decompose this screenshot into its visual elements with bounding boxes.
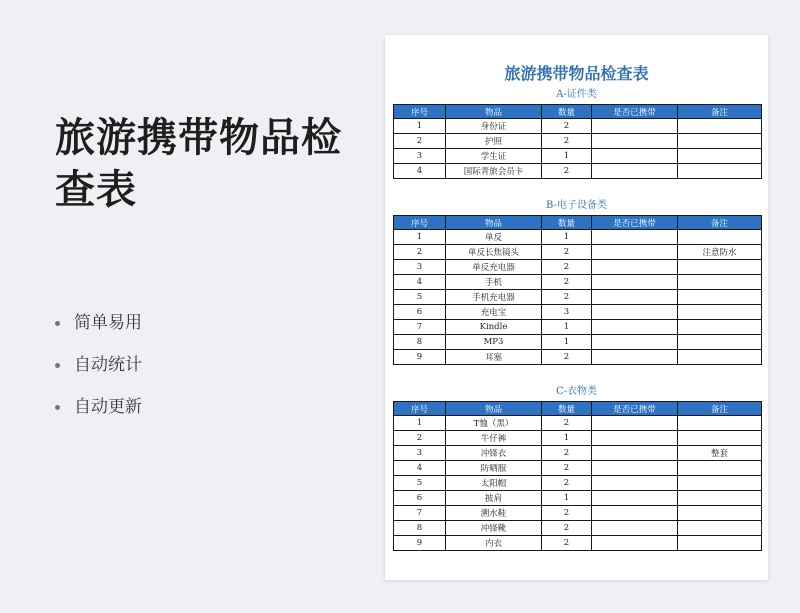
cell-note bbox=[678, 290, 762, 305]
column-header: 是否已携带 bbox=[592, 216, 678, 230]
feature-label: 自动统计 bbox=[74, 355, 142, 375]
cell-quantity: 2 bbox=[542, 446, 592, 461]
cell-quantity: 1 bbox=[542, 491, 592, 506]
cell-carried bbox=[592, 320, 678, 335]
cell-index: 4 bbox=[394, 461, 446, 476]
table-row bbox=[394, 275, 762, 290]
table-row bbox=[394, 491, 762, 506]
cell-item: 溯水鞋 bbox=[446, 506, 542, 521]
table-row bbox=[394, 230, 762, 245]
cell-carried bbox=[592, 275, 678, 290]
cell-note bbox=[678, 476, 762, 491]
cell-note bbox=[678, 119, 762, 134]
cell-quantity: 2 bbox=[542, 164, 592, 179]
cell-item: 牛仔裤 bbox=[446, 431, 542, 446]
column-header: 备注 bbox=[678, 105, 762, 119]
cell-carried bbox=[592, 305, 678, 320]
column-header: 备注 bbox=[678, 216, 762, 230]
cell-quantity: 1 bbox=[542, 230, 592, 245]
column-header: 数量 bbox=[542, 105, 592, 119]
cell-note bbox=[678, 275, 762, 290]
cell-index: 4 bbox=[394, 275, 446, 290]
cell-carried bbox=[592, 461, 678, 476]
cell-note bbox=[678, 491, 762, 506]
cell-quantity: 2 bbox=[542, 245, 592, 260]
cell-note bbox=[678, 416, 762, 431]
cell-item: Kindle bbox=[446, 320, 542, 335]
cell-carried bbox=[592, 476, 678, 491]
table-row bbox=[394, 350, 762, 365]
table-row bbox=[394, 320, 762, 335]
cell-index: 4 bbox=[394, 164, 446, 179]
table-row bbox=[394, 290, 762, 305]
cell-note bbox=[678, 506, 762, 521]
cell-note bbox=[678, 305, 762, 320]
bullet-icon bbox=[55, 363, 60, 368]
cell-quantity: 2 bbox=[542, 506, 592, 521]
cell-note bbox=[678, 536, 762, 551]
bullet-icon bbox=[55, 405, 60, 410]
section-title: A-证件类 bbox=[556, 89, 597, 100]
cell-carried bbox=[592, 260, 678, 275]
sheet-title: 旅游携带物品检查表 bbox=[504, 64, 649, 83]
section-table bbox=[393, 104, 762, 179]
table-row bbox=[394, 476, 762, 491]
feature-item bbox=[55, 354, 142, 396]
promo-title: 旅游携带物品检查表 bbox=[55, 115, 342, 213]
section-title: C-衣物类 bbox=[555, 386, 598, 397]
cell-item: 单反充电器 bbox=[446, 260, 542, 275]
bullet-icon bbox=[55, 321, 60, 326]
cell-note bbox=[678, 461, 762, 476]
cell-carried bbox=[592, 245, 678, 260]
cell-quantity: 1 bbox=[542, 335, 592, 350]
cell-item: 手机充电器 bbox=[446, 290, 542, 305]
table-row bbox=[394, 431, 762, 446]
cell-note bbox=[678, 521, 762, 536]
column-header: 数量 bbox=[542, 402, 592, 416]
cell-carried bbox=[592, 521, 678, 536]
feature-label: 简单易用 bbox=[74, 313, 142, 333]
cell-item: 防晒服 bbox=[446, 461, 542, 476]
table-row bbox=[394, 446, 762, 461]
cell-index: 6 bbox=[394, 491, 446, 506]
cell-quantity: 2 bbox=[542, 119, 592, 134]
checklist-sheet bbox=[385, 35, 768, 580]
cell-item: 身份证 bbox=[446, 119, 542, 134]
column-header: 物品 bbox=[446, 402, 542, 416]
cell-note: 注意防水 bbox=[678, 245, 762, 260]
column-header: 序号 bbox=[394, 105, 446, 119]
section-table bbox=[393, 401, 762, 551]
cell-index: 8 bbox=[394, 335, 446, 350]
cell-quantity: 2 bbox=[542, 134, 592, 149]
cell-quantity: 2 bbox=[542, 290, 592, 305]
table-row bbox=[394, 245, 762, 260]
feature-item bbox=[55, 312, 142, 354]
table-row bbox=[394, 119, 762, 134]
table-row bbox=[394, 305, 762, 320]
cell-carried bbox=[592, 290, 678, 305]
cell-carried bbox=[592, 230, 678, 245]
cell-index: 1 bbox=[394, 119, 446, 134]
cell-index: 7 bbox=[394, 320, 446, 335]
cell-index: 3 bbox=[394, 260, 446, 275]
cell-item: 耳塞 bbox=[446, 350, 542, 365]
table-row bbox=[394, 461, 762, 476]
cell-carried bbox=[592, 536, 678, 551]
cell-carried bbox=[592, 446, 678, 461]
cell-item: 冲锋靴 bbox=[446, 521, 542, 536]
cell-index: 6 bbox=[394, 305, 446, 320]
cell-carried bbox=[592, 149, 678, 164]
cell-item: 单反长焦镜头 bbox=[446, 245, 542, 260]
cell-index: 8 bbox=[394, 521, 446, 536]
cell-quantity: 2 bbox=[542, 461, 592, 476]
cell-carried bbox=[592, 335, 678, 350]
cell-quantity: 2 bbox=[542, 536, 592, 551]
cell-quantity: 2 bbox=[542, 476, 592, 491]
table-row bbox=[394, 149, 762, 164]
cell-item: 冲锋衣 bbox=[446, 446, 542, 461]
cell-index: 1 bbox=[394, 416, 446, 431]
cell-note bbox=[678, 320, 762, 335]
column-header: 物品 bbox=[446, 105, 542, 119]
cell-item: 内衣 bbox=[446, 536, 542, 551]
cell-carried bbox=[592, 491, 678, 506]
cell-index: 3 bbox=[394, 446, 446, 461]
cell-item: MP3 bbox=[446, 335, 542, 350]
column-header: 备注 bbox=[678, 402, 762, 416]
cell-index: 2 bbox=[394, 134, 446, 149]
cell-item: 手机 bbox=[446, 275, 542, 290]
cell-quantity: 1 bbox=[542, 149, 592, 164]
cell-item: 国际青旅会员卡 bbox=[446, 164, 542, 179]
cell-quantity: 2 bbox=[542, 350, 592, 365]
table-row bbox=[394, 260, 762, 275]
table-row bbox=[394, 536, 762, 551]
cell-index: 5 bbox=[394, 290, 446, 305]
column-header: 数量 bbox=[542, 216, 592, 230]
cell-item: 学生证 bbox=[446, 149, 542, 164]
column-header: 序号 bbox=[394, 216, 446, 230]
cell-index: 2 bbox=[394, 245, 446, 260]
cell-item: 单反 bbox=[446, 230, 542, 245]
cell-carried bbox=[592, 134, 678, 149]
section-title: B-电子设备类 bbox=[546, 200, 607, 211]
table-header-row bbox=[394, 216, 762, 230]
cell-index: 9 bbox=[394, 350, 446, 365]
table-row bbox=[394, 416, 762, 431]
cell-index: 1 bbox=[394, 230, 446, 245]
section-table bbox=[393, 215, 762, 365]
feature-item bbox=[55, 396, 142, 438]
cell-quantity: 1 bbox=[542, 431, 592, 446]
table-row bbox=[394, 134, 762, 149]
cell-note bbox=[678, 335, 762, 350]
cell-quantity: 2 bbox=[542, 275, 592, 290]
cell-note bbox=[678, 164, 762, 179]
cell-item: T恤（黑） bbox=[446, 416, 542, 431]
feature-label: 自动更新 bbox=[74, 397, 142, 417]
cell-carried bbox=[592, 119, 678, 134]
cell-index: 2 bbox=[394, 431, 446, 446]
cell-note: 整套 bbox=[678, 446, 762, 461]
cell-quantity: 1 bbox=[542, 320, 592, 335]
table-header-row bbox=[394, 105, 762, 119]
cell-item: 披肩 bbox=[446, 491, 542, 506]
cell-carried bbox=[592, 431, 678, 446]
column-header: 是否已携带 bbox=[592, 402, 678, 416]
cell-note bbox=[678, 350, 762, 365]
cell-carried bbox=[592, 164, 678, 179]
column-header: 是否已携带 bbox=[592, 105, 678, 119]
cell-index: 3 bbox=[394, 149, 446, 164]
cell-note bbox=[678, 431, 762, 446]
cell-item: 护照 bbox=[446, 134, 542, 149]
cell-quantity: 2 bbox=[542, 416, 592, 431]
cell-item: 充电宝 bbox=[446, 305, 542, 320]
table-row bbox=[394, 521, 762, 536]
cell-note bbox=[678, 230, 762, 245]
cell-carried bbox=[592, 350, 678, 365]
cell-carried bbox=[592, 506, 678, 521]
feature-list bbox=[55, 312, 142, 438]
cell-index: 9 bbox=[394, 536, 446, 551]
cell-item: 太阳帽 bbox=[446, 476, 542, 491]
table-row bbox=[394, 335, 762, 350]
cell-quantity: 2 bbox=[542, 260, 592, 275]
column-header: 序号 bbox=[394, 402, 446, 416]
cell-note bbox=[678, 260, 762, 275]
cell-note bbox=[678, 134, 762, 149]
cell-carried bbox=[592, 416, 678, 431]
cell-quantity: 3 bbox=[542, 305, 592, 320]
table-header-row bbox=[394, 402, 762, 416]
cell-quantity: 2 bbox=[542, 521, 592, 536]
table-row bbox=[394, 164, 762, 179]
cell-index: 7 bbox=[394, 506, 446, 521]
cell-note bbox=[678, 149, 762, 164]
table-row bbox=[394, 506, 762, 521]
column-header: 物品 bbox=[446, 216, 542, 230]
cell-index: 5 bbox=[394, 476, 446, 491]
